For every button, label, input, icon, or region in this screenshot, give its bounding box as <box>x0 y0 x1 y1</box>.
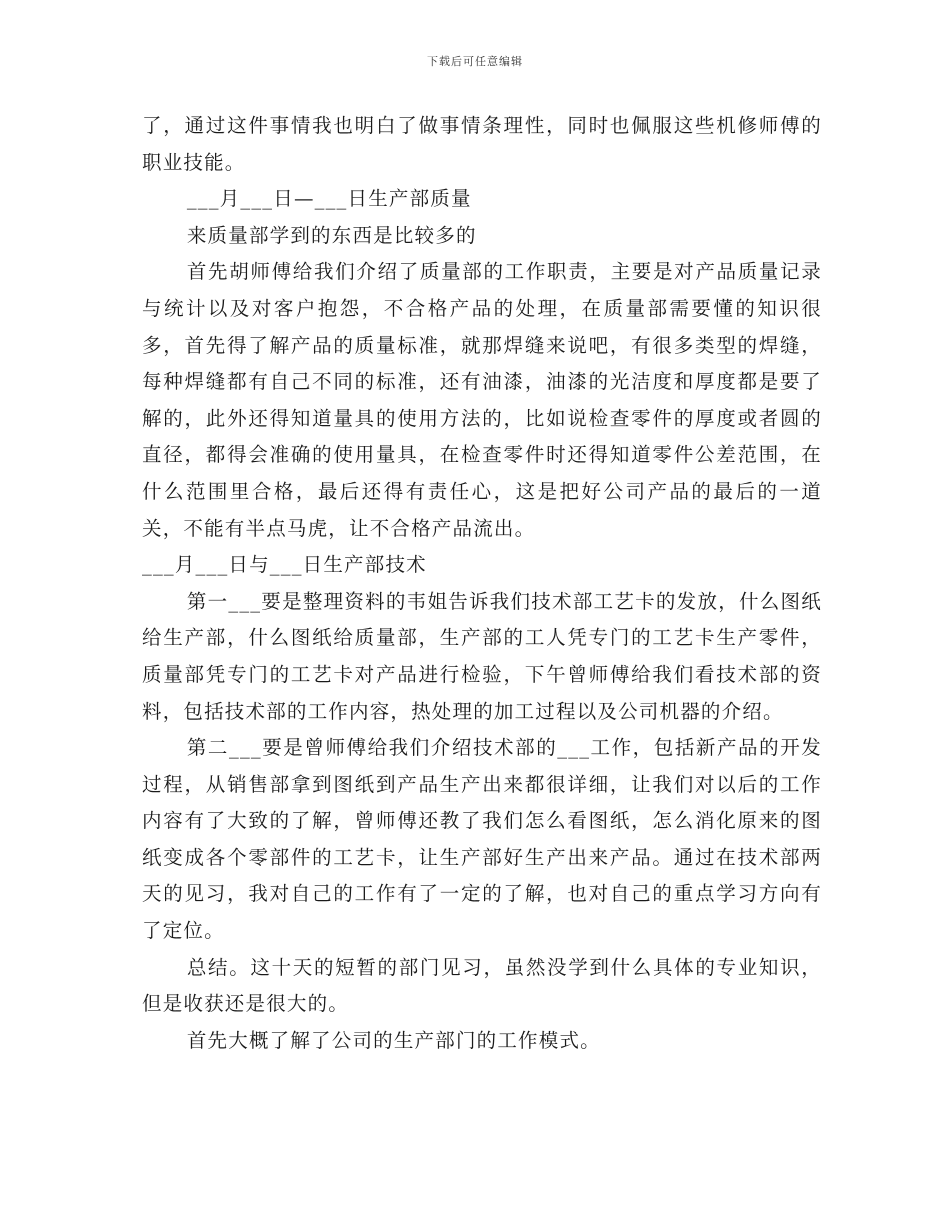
page-header: 下载后可任意编辑 <box>427 55 523 68</box>
paragraph-quality-intro: 来质量部学到的东西是比较多的 <box>186 223 477 247</box>
paragraph-continuation: 了，通过这件事情我也明白了做事情条理性，同时也佩服这些机修师傅的职业技能。 <box>142 114 822 174</box>
section-heading-technical: ___月___日与___日生产部技术 <box>142 553 427 577</box>
paragraph-technical-day1: 第一___要是整理资料的韦姐告诉我们技术部工艺卡的发放，什么图纸给生产部，什么图纸给质量部，生产部的工人凭专门的工艺卡生产零件，质量部凭专门的工艺卡对产品进行检验，下午曾师傅给我们看技术部的资料，包括技术部的工作内容，热处理的加工过程以及公司机器的介绍。 <box>142 589 822 723</box>
paragraph-technical-day2: 第二___要是曾师傅给我们介绍技术部的___工作，包括新产品的开发过程，从销售部拿到图纸到产品生产出来都很详细，让我们对以后的工作内容有了大致的了解，曾师傅还教了我们怎么看图纸，怎么消化原来的图纸变成各个零部件的工艺卡，让生产部好生产出来产品。通过在技术部两天的见习，我对自己的工作有了一定的了解，也对自己的重点学习方向有了定位。 <box>142 736 822 943</box>
paragraph-quality-duties: 首先胡师傅给我们介绍了质量部的工作职责，主要是对产品质量记录与统计以及对客户抱怨，不合格产品的处理，在质量部需要懂的知识很多，首先得了解产品的质量标准，就那焊缝来说吧，有很多类型的焊缝，每种焊缝都有自己不同的标准，还有油漆，油漆的光洁度和厚度都是要了解的，此外还得知道量具的使用方法的，比如说检查零件的厚度或者圆的直径，都得会准确的使用量具，在检查零件时还得知道零件公差范围，在什么范围里合格，最后还得有责任心，这是把好公司产品的最后的一道关，不能有半点马虎，让不合格产品流出。 <box>142 260 822 540</box>
paragraph-summary-first: 首先大概了解了公司的生产部门的工作模式。 <box>186 1028 601 1052</box>
paragraph-summary: 总结。这十天的短暂的部门见习，虽然没学到什么具体的专业知识，但是收获还是很大的。 <box>142 955 822 1016</box>
section-heading-quality: ___月___日—___日生产部质量 <box>186 187 472 211</box>
document-body <box>142 108 822 1059</box>
